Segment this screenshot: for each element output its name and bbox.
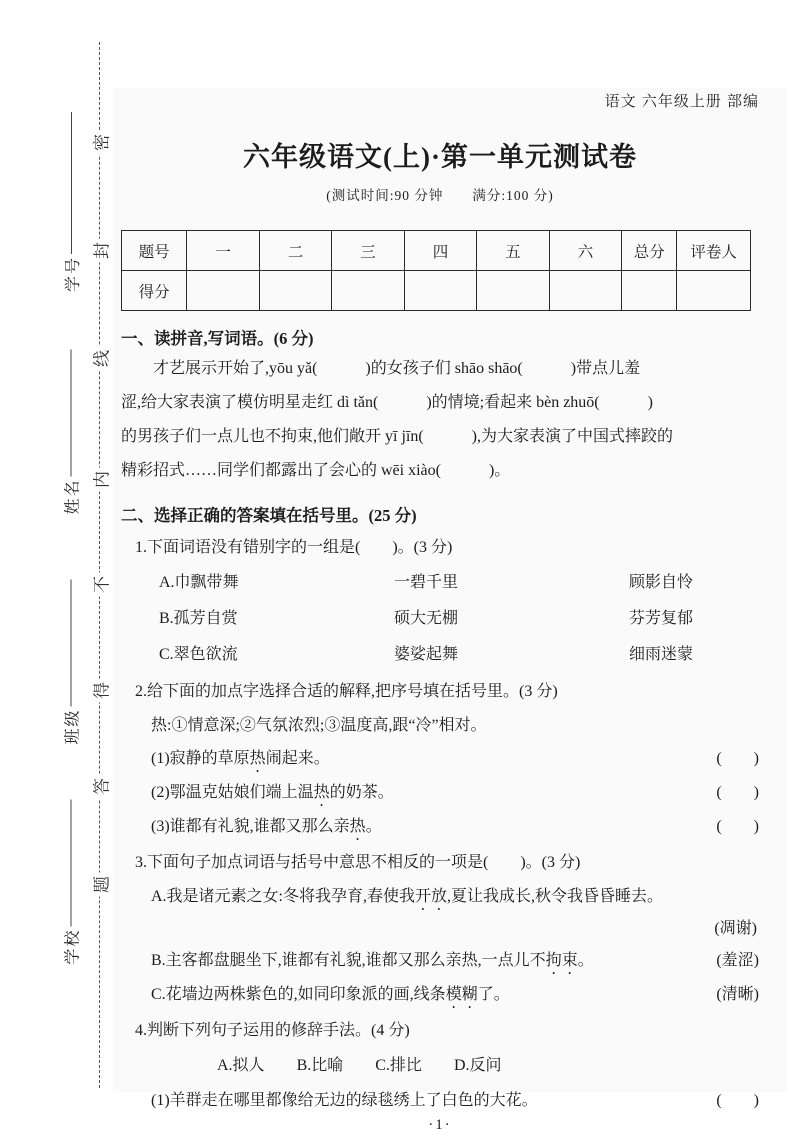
q2-sentence: (2)鄂温克姑娘们端上温热的奶茶。 xyxy=(151,784,394,801)
seal-char: 内 xyxy=(86,468,115,492)
name-label: 姓名 xyxy=(64,478,81,515)
score-header-cell: 二 xyxy=(259,231,331,271)
score-cell-empty xyxy=(259,271,331,311)
class-label: 班级 xyxy=(64,708,81,745)
name-blank xyxy=(70,350,71,477)
section1-text-line: 的男孩子们一点儿也不拘束,他们敞开 yī jīn( ),为大家表演了中国式摔跤的 xyxy=(121,428,673,445)
answer-bracket: ( ) xyxy=(716,1092,759,1109)
answer-bracket: ( ) xyxy=(716,750,759,767)
q4-sentence: (1)羊群走在哪里都像给无边的绿毯绣上了白色的大花。 xyxy=(151,1092,538,1109)
q2-stem: 2.给下面的加点字选择合适的解释,把序号填在括号里。(3 分) xyxy=(135,683,558,700)
emphasized-word: 拘束 xyxy=(545,952,578,969)
section1-heading: 一、读拼音,写词语。(6 分) xyxy=(121,329,314,348)
class-field xyxy=(59,580,83,745)
seal-char: 线 xyxy=(86,347,115,371)
score-cell-empty xyxy=(622,271,677,311)
q3-answer-b: (羞涩) xyxy=(716,952,759,969)
q4-option: D.反问 xyxy=(453,1057,502,1074)
q3-stem: 3.下面句子加点词语与括号中意思不相反的一项是( )。(3 分) xyxy=(135,854,581,871)
score-table-header-row xyxy=(122,231,751,271)
q1-word: 顾影自怜 xyxy=(629,574,694,591)
score-header-cell: 四 xyxy=(404,231,476,271)
q1-option-row-c xyxy=(159,637,759,673)
answer-bracket: ( ) xyxy=(716,784,759,801)
seal-char: 得 xyxy=(86,679,115,703)
class-blank xyxy=(70,580,71,707)
q4-stem: 4.判断下列句子运用的修辞手法。(4 分) xyxy=(135,1022,410,1039)
section2-heading: 二、选择正确的答案填在括号里。(25 分) xyxy=(121,506,417,525)
score-table-score-row xyxy=(122,271,751,311)
school-label: 学校 xyxy=(64,928,81,965)
q2-sentence: (3)谁都有礼貌,谁都又那么亲热。 xyxy=(151,818,382,835)
q1-option-row-a xyxy=(159,565,759,601)
score-cell-empty xyxy=(477,271,549,311)
name-field xyxy=(59,350,83,515)
seal-char: 答 xyxy=(86,775,115,799)
score-header-cell: 评卷人 xyxy=(677,231,751,271)
q1-word: 硕大无棚 xyxy=(394,610,459,627)
q1-word: B.孤芳自赏 xyxy=(159,610,238,627)
q2-item-2 xyxy=(151,776,759,810)
q4-option: A.拟人 xyxy=(217,1057,265,1074)
q3-answer-c: (清晰) xyxy=(716,986,759,1003)
q4-option: B.比喻 xyxy=(296,1057,344,1074)
section1-text-line: 才艺展示开始了,yōu yǎ( )的女孩子们 shāo shāo( )带点儿羞 xyxy=(153,360,641,377)
q1-word: 细雨迷蒙 xyxy=(629,646,694,663)
q3-item-b xyxy=(151,944,759,978)
score-row-label: 得分 xyxy=(122,271,187,311)
score-header-cell: 六 xyxy=(549,231,621,271)
seal-dashed-line xyxy=(99,42,100,1088)
q3-item-c xyxy=(151,978,759,1012)
student-id-blank xyxy=(71,112,72,254)
emphasized-char: 热 xyxy=(249,750,266,767)
q2-definitions: 热:①情意深;②气氛浓烈;③温度高,跟“冷”相对。 xyxy=(151,717,487,734)
score-cell-empty xyxy=(332,271,404,311)
q4-item-1 xyxy=(151,1084,759,1117)
answer-bracket: ( ) xyxy=(716,818,759,835)
q3-sentence: C.花墙边两株紫色的,如同印象派的画,线条模糊了。 xyxy=(151,986,510,1003)
q3-item-a xyxy=(151,880,759,914)
score-header-cell: 题号 xyxy=(122,231,187,271)
section1-text-line: 涩,给大家表演了模仿明星走红 dì tǎn( )的情境;看起来 bèn zhuō( ) xyxy=(121,394,653,411)
paper-content xyxy=(113,88,787,1133)
score-cell-empty xyxy=(187,271,259,311)
q1-word: C.翠色欲流 xyxy=(159,646,238,663)
seal-char: 封 xyxy=(86,239,115,263)
q4-options-row xyxy=(121,1048,759,1084)
q3-answer-a: (凋谢) xyxy=(714,920,757,937)
q1-word: 婆娑起舞 xyxy=(394,646,459,663)
section1-text-line: 精彩招式……同学们都露出了会心的 wēi xiào( )。 xyxy=(121,462,511,479)
q4-option: C.排比 xyxy=(375,1057,422,1074)
score-header-cell: 三 xyxy=(332,231,404,271)
school-blank xyxy=(70,800,71,927)
q1-word: A.巾飘带舞 xyxy=(159,574,239,591)
q1-option-row-b xyxy=(159,601,759,637)
emphasized-word: 开放 xyxy=(415,888,448,905)
emphasized-char: 热 xyxy=(313,784,330,801)
score-cell-empty xyxy=(677,271,751,311)
score-table xyxy=(121,230,751,311)
score-header-cell: 一 xyxy=(187,231,259,271)
q1-word: 芬芳复郁 xyxy=(629,610,694,627)
score-header-cell: 五 xyxy=(477,231,549,271)
page-title: 六年级语文(上)·第一单元测试卷 xyxy=(243,142,637,172)
score-cell-empty xyxy=(549,271,621,311)
q2-item-1 xyxy=(151,742,759,776)
student-id-label: 学号 xyxy=(64,255,82,292)
q3-sentence: B.主客都盘腿坐下,谁都有礼貌,谁都又那么亲热,一点儿不拘束。 xyxy=(151,952,594,969)
score-header-cell: 总分 xyxy=(622,231,677,271)
q1-word: 一碧千里 xyxy=(394,574,459,591)
q3-sentence: A.我是诸元素之女:冬将我孕育,春使我开放,夏让我成长,秋令我昏昏睡去。 xyxy=(151,888,664,905)
page-number: ·1· xyxy=(428,1117,452,1133)
book-edition-label: 语文 六年级上册 部编 xyxy=(604,93,759,110)
test-info: (测试时间:90 分钟 满分:100 分) xyxy=(326,188,554,203)
q2-item-3 xyxy=(151,810,759,844)
seal-char: 密 xyxy=(86,131,115,155)
emphasized-char: 热 xyxy=(349,818,366,835)
score-cell-empty xyxy=(404,271,476,311)
q2-sentence: (1)寂静的草原热闹起来。 xyxy=(151,750,330,767)
seal-char: 题 xyxy=(86,873,115,897)
emphasized-word: 模糊 xyxy=(445,986,478,1003)
q1-stem: 1.下面词语没有错别字的一组是( )。(3 分) xyxy=(135,539,453,556)
student-id-field xyxy=(59,112,83,292)
school-field xyxy=(59,800,83,965)
seal-char: 不 xyxy=(86,573,115,597)
